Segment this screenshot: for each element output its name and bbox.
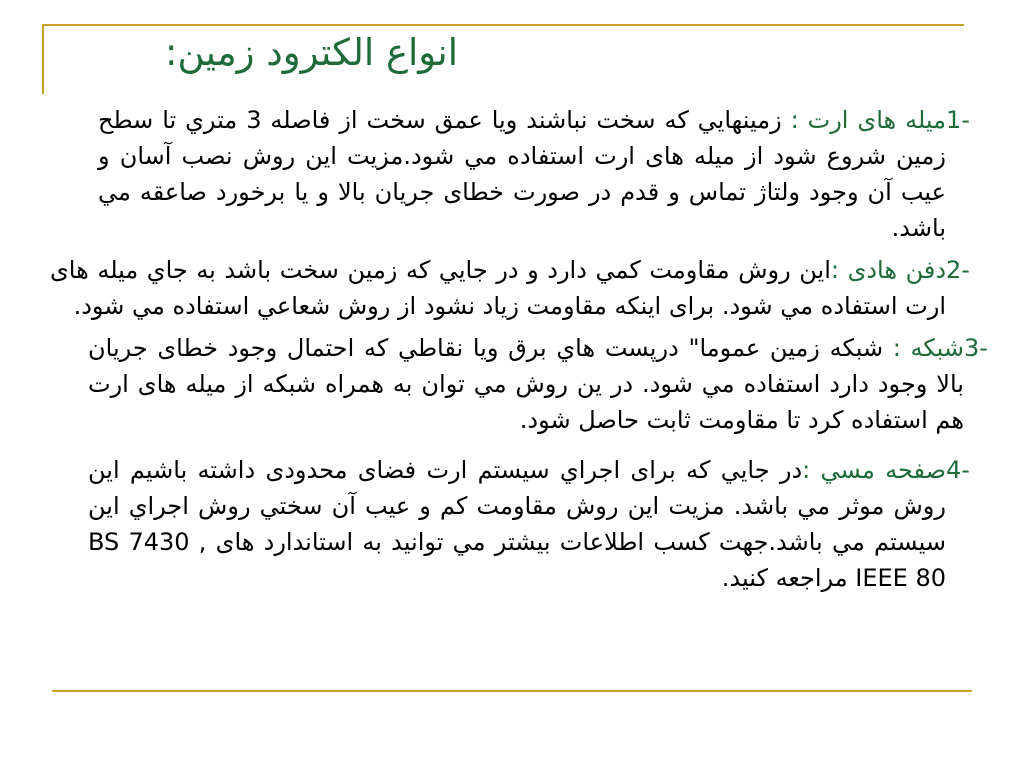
item-number: 1-	[946, 106, 970, 134]
item-number: 4-	[946, 456, 970, 484]
item-number: 2-	[946, 256, 970, 284]
item-number: 3-	[964, 334, 988, 362]
item-term: شبكه :	[892, 334, 964, 362]
list-item-1	[46, 102, 988, 246]
item-term: ميله های ارت :	[790, 106, 946, 134]
item-body	[88, 452, 946, 596]
item-body	[98, 102, 946, 246]
item-body	[88, 330, 964, 438]
item-text: اين روش مقاومت كمي دارد و در جايي كه زمين سخت باشد به جاي ميله های ارت استفاده مي شود. برای اينكه مقاومت زياد نشود از روش شعاعي استفاده مي شود.	[50, 256, 946, 320]
item-text: شبكه زمين عموما" درپست هاي برق ويا نقاطي كه احتمال وجود خطای جريان بالا وجود دارد استفاده مي شود. در ين روش مي توان به همراه شبكه از ميله های ارت هم استفاده كرد تا مقاومت ثابت حاصل شود.	[88, 334, 964, 434]
item-body	[50, 252, 946, 324]
list-item-2	[46, 252, 988, 324]
top-rule	[42, 24, 964, 26]
item-text: در جايي كه برای اجراي سيستم ارت فضای محدودی داشته باشيم اين روش موثر مي باشد. مزيت اين روش مقاومت كم و عيب آن سختي روش اجراي اين سيستم مي باشد.جهت كسب اطلاعات بيشتر مي توانيد به استاندارد های BS 7430 , IEEE 80 مراجعه كنيد.	[88, 456, 947, 592]
slide-title: انواع الکترود زمین:	[165, 31, 458, 74]
item-term: صفحه مسي :	[802, 456, 946, 484]
bottom-rule	[52, 690, 972, 692]
bullet-list	[46, 102, 988, 596]
item-text: زمينهايي كه سخت نباشند ويا عمق سخت از فاصله 3 متري تا سطح زمين شروع شود از ميله های ارت استفاده مي شود.مزيت اين روش نصب آسان و عيب آن وجود ولتاژ تماس و قدم در صورت خطای جريان بالا و يا برخورد صاعقه مي باشد.	[98, 106, 946, 242]
item-term: دفن هادی :	[830, 256, 947, 284]
title-side-rule	[42, 26, 44, 94]
list-item-4	[46, 452, 988, 596]
list-item-3	[46, 330, 988, 438]
